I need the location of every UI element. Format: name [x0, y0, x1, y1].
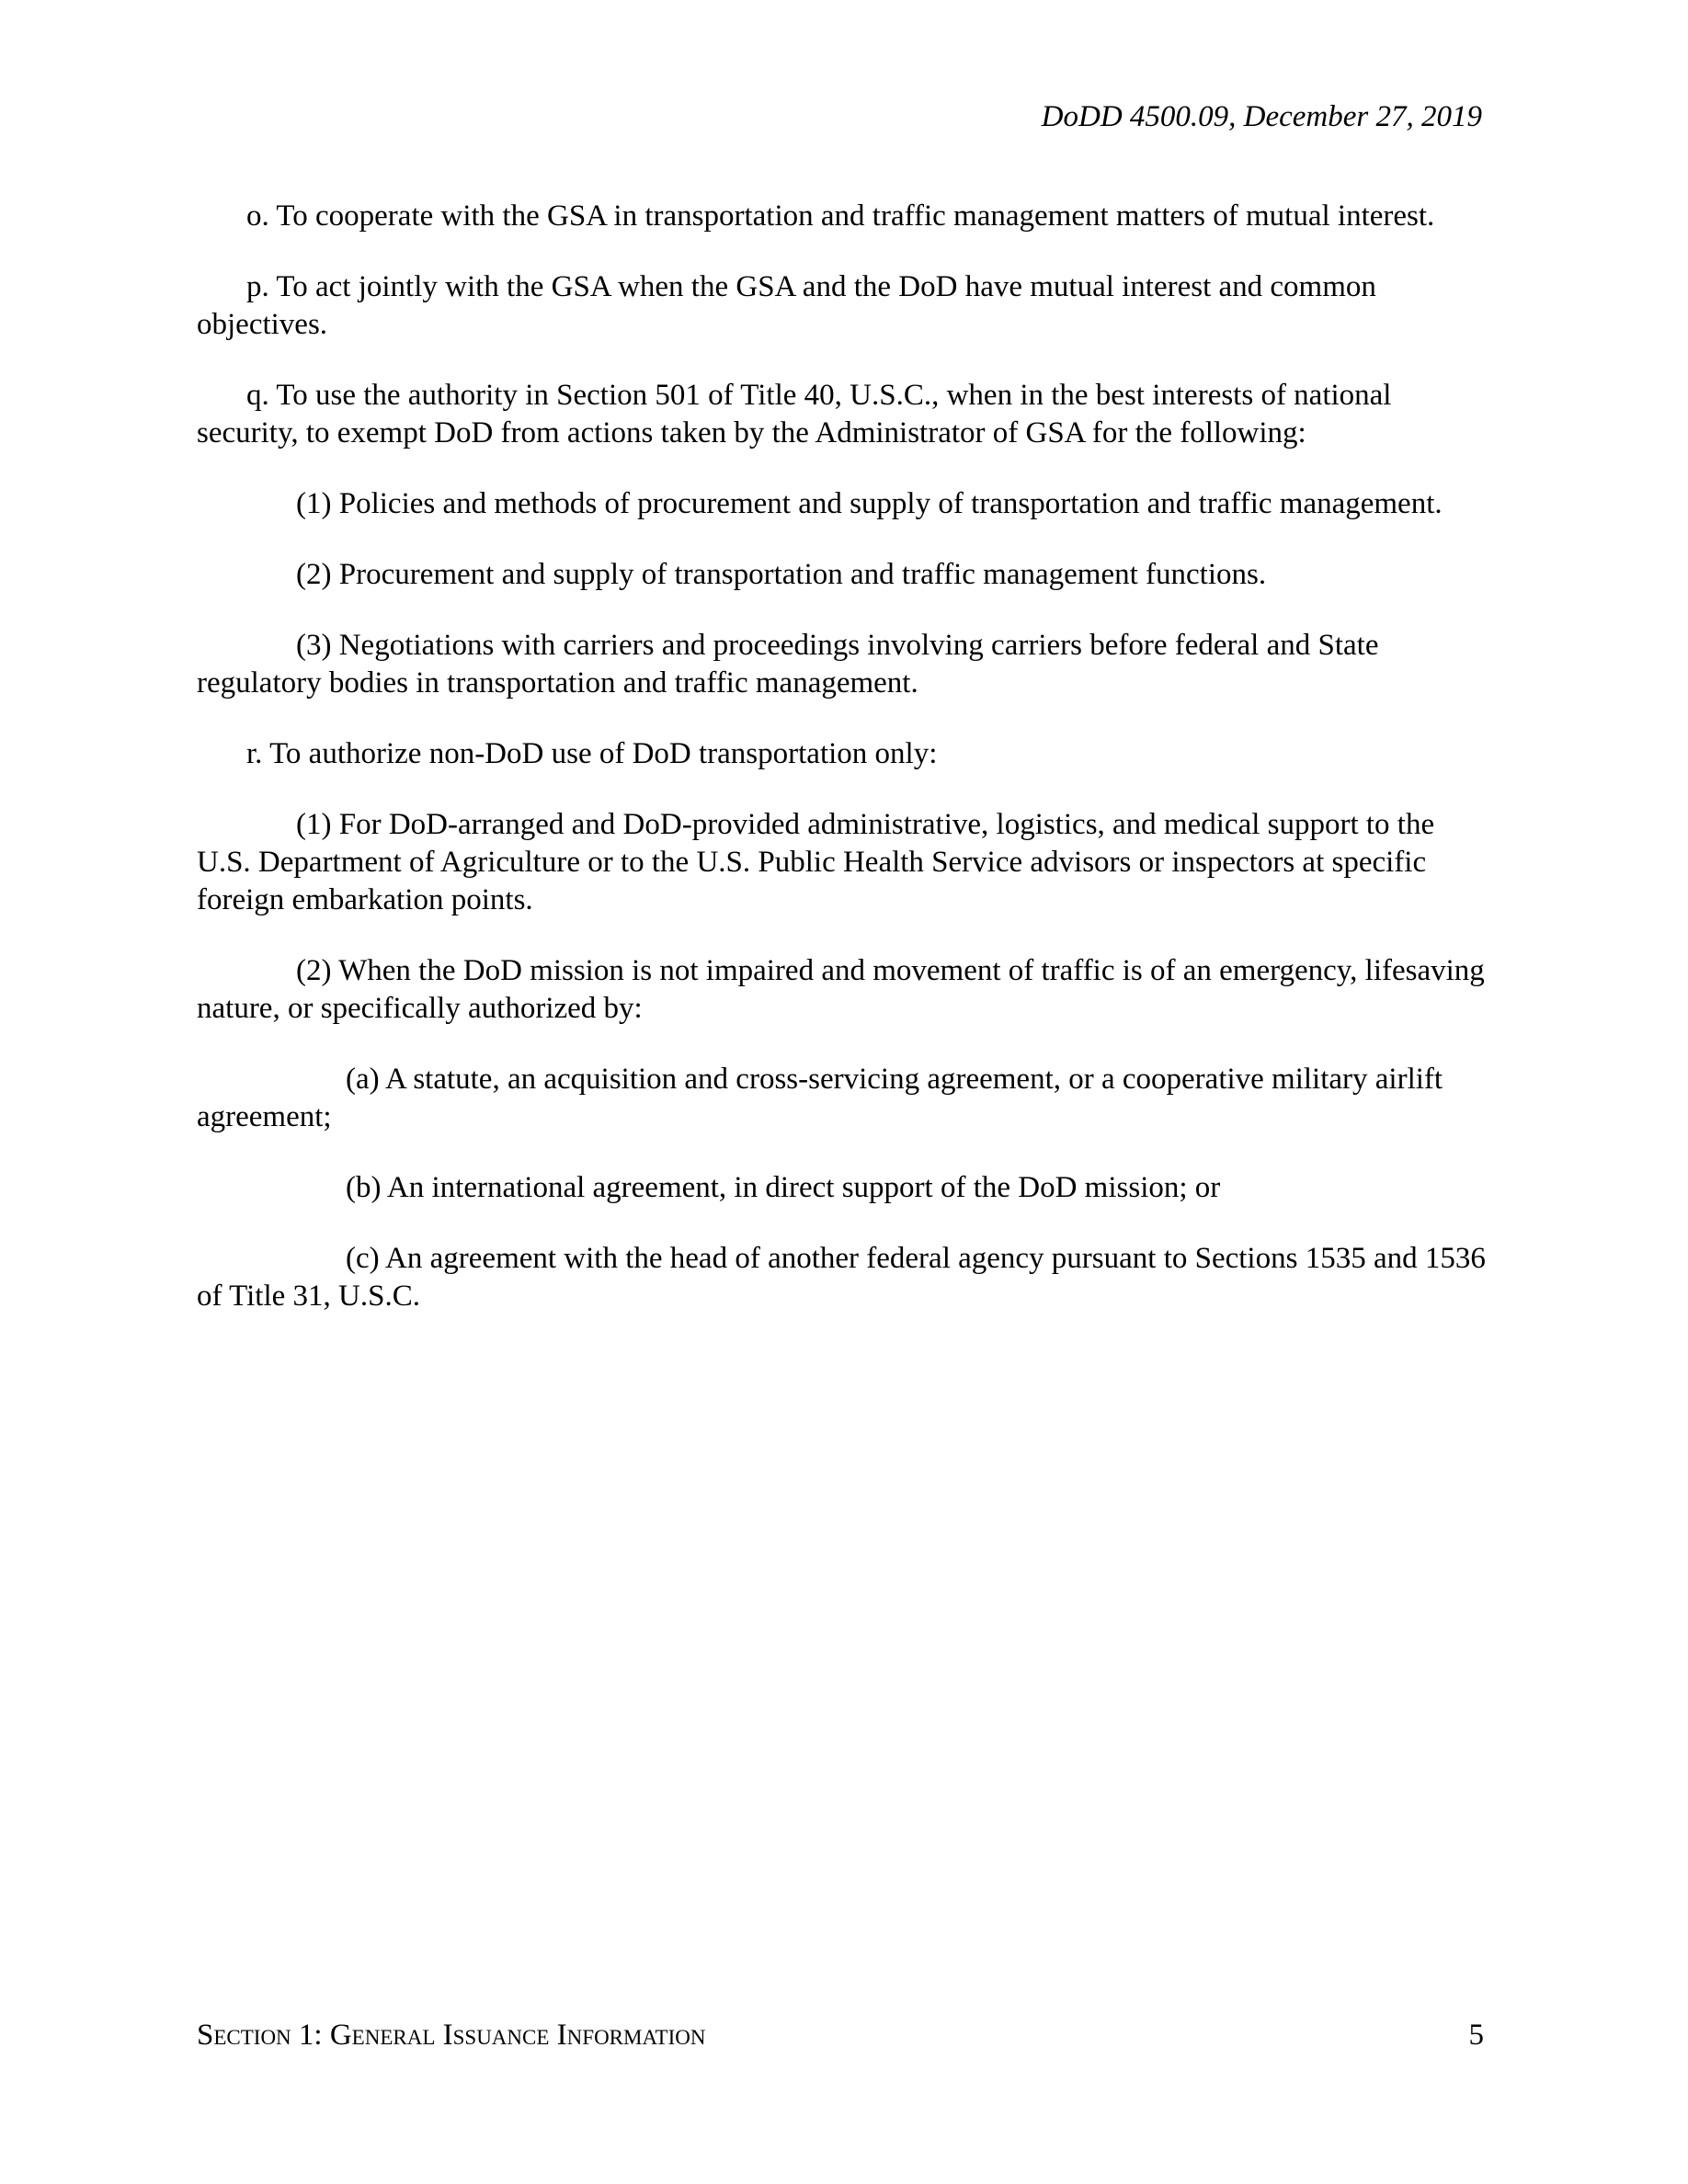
page-number: 5	[1468, 2019, 1484, 2052]
paragraph-r-2: (2) When the DoD mission is not impaired and movement of traffic is of an emergency, lifesaving nature, or specifically authorized by:	[197, 954, 1485, 1025]
document-header: DoDD 4500.09, December 27, 2019	[1041, 100, 1482, 133]
document-footer	[197, 2016, 1484, 2054]
footer-section-title: Section 1: General Issuance Information	[197, 2019, 706, 2052]
paragraph-r-2-a: (a) A statute, an acquisition and cross-servicing agreement, or a cooperative military airlift agreement;	[197, 1063, 1443, 1133]
paragraph-r-1: (1) For DoD-arranged and DoD-provided administrative, logistics, and medical support to the U.S. Department of Agriculture or to the U.S. Public Health Service advisors or inspectors at specific foreign embarkation points.	[197, 808, 1435, 916]
paragraph-o: o. To cooperate with the GSA in transportation and traffic management matters of mutual interest.	[246, 199, 1435, 233]
paragraph-q-3: (3) Negotiations with carriers and proceedings involving carriers before federal and State regulatory bodies in transportation and traffic management.	[197, 629, 1379, 700]
paragraph-q: q. To use the authority in Section 501 of Title 40, U.S.C., when in the best interests of national security, to exempt DoD from actions taken by the Administrator of GSA for the following:	[197, 379, 1392, 449]
document-body	[197, 198, 1495, 1348]
paragraph-p: p. To act jointly with the GSA when the GSA and the DoD have mutual interest and common objectives.	[197, 270, 1376, 341]
paragraph-q-2: (2) Procurement and supply of transportation and traffic management functions.	[296, 558, 1267, 591]
paragraph-r: r. To authorize non-DoD use of DoD transportation only:	[246, 737, 938, 770]
paragraph-r-2-b: (b) An international agreement, in direct support of the DoD mission; or	[346, 1171, 1221, 1204]
paragraph-q-1: (1) Policies and methods of procurement and supply of transportation and traffic management.	[296, 487, 1443, 520]
paragraph-r-2-c: (c) An agreement with the head of another federal agency pursuant to Sections 1535 and 1536 of Title 31, U.S.C.	[197, 1242, 1486, 1313]
